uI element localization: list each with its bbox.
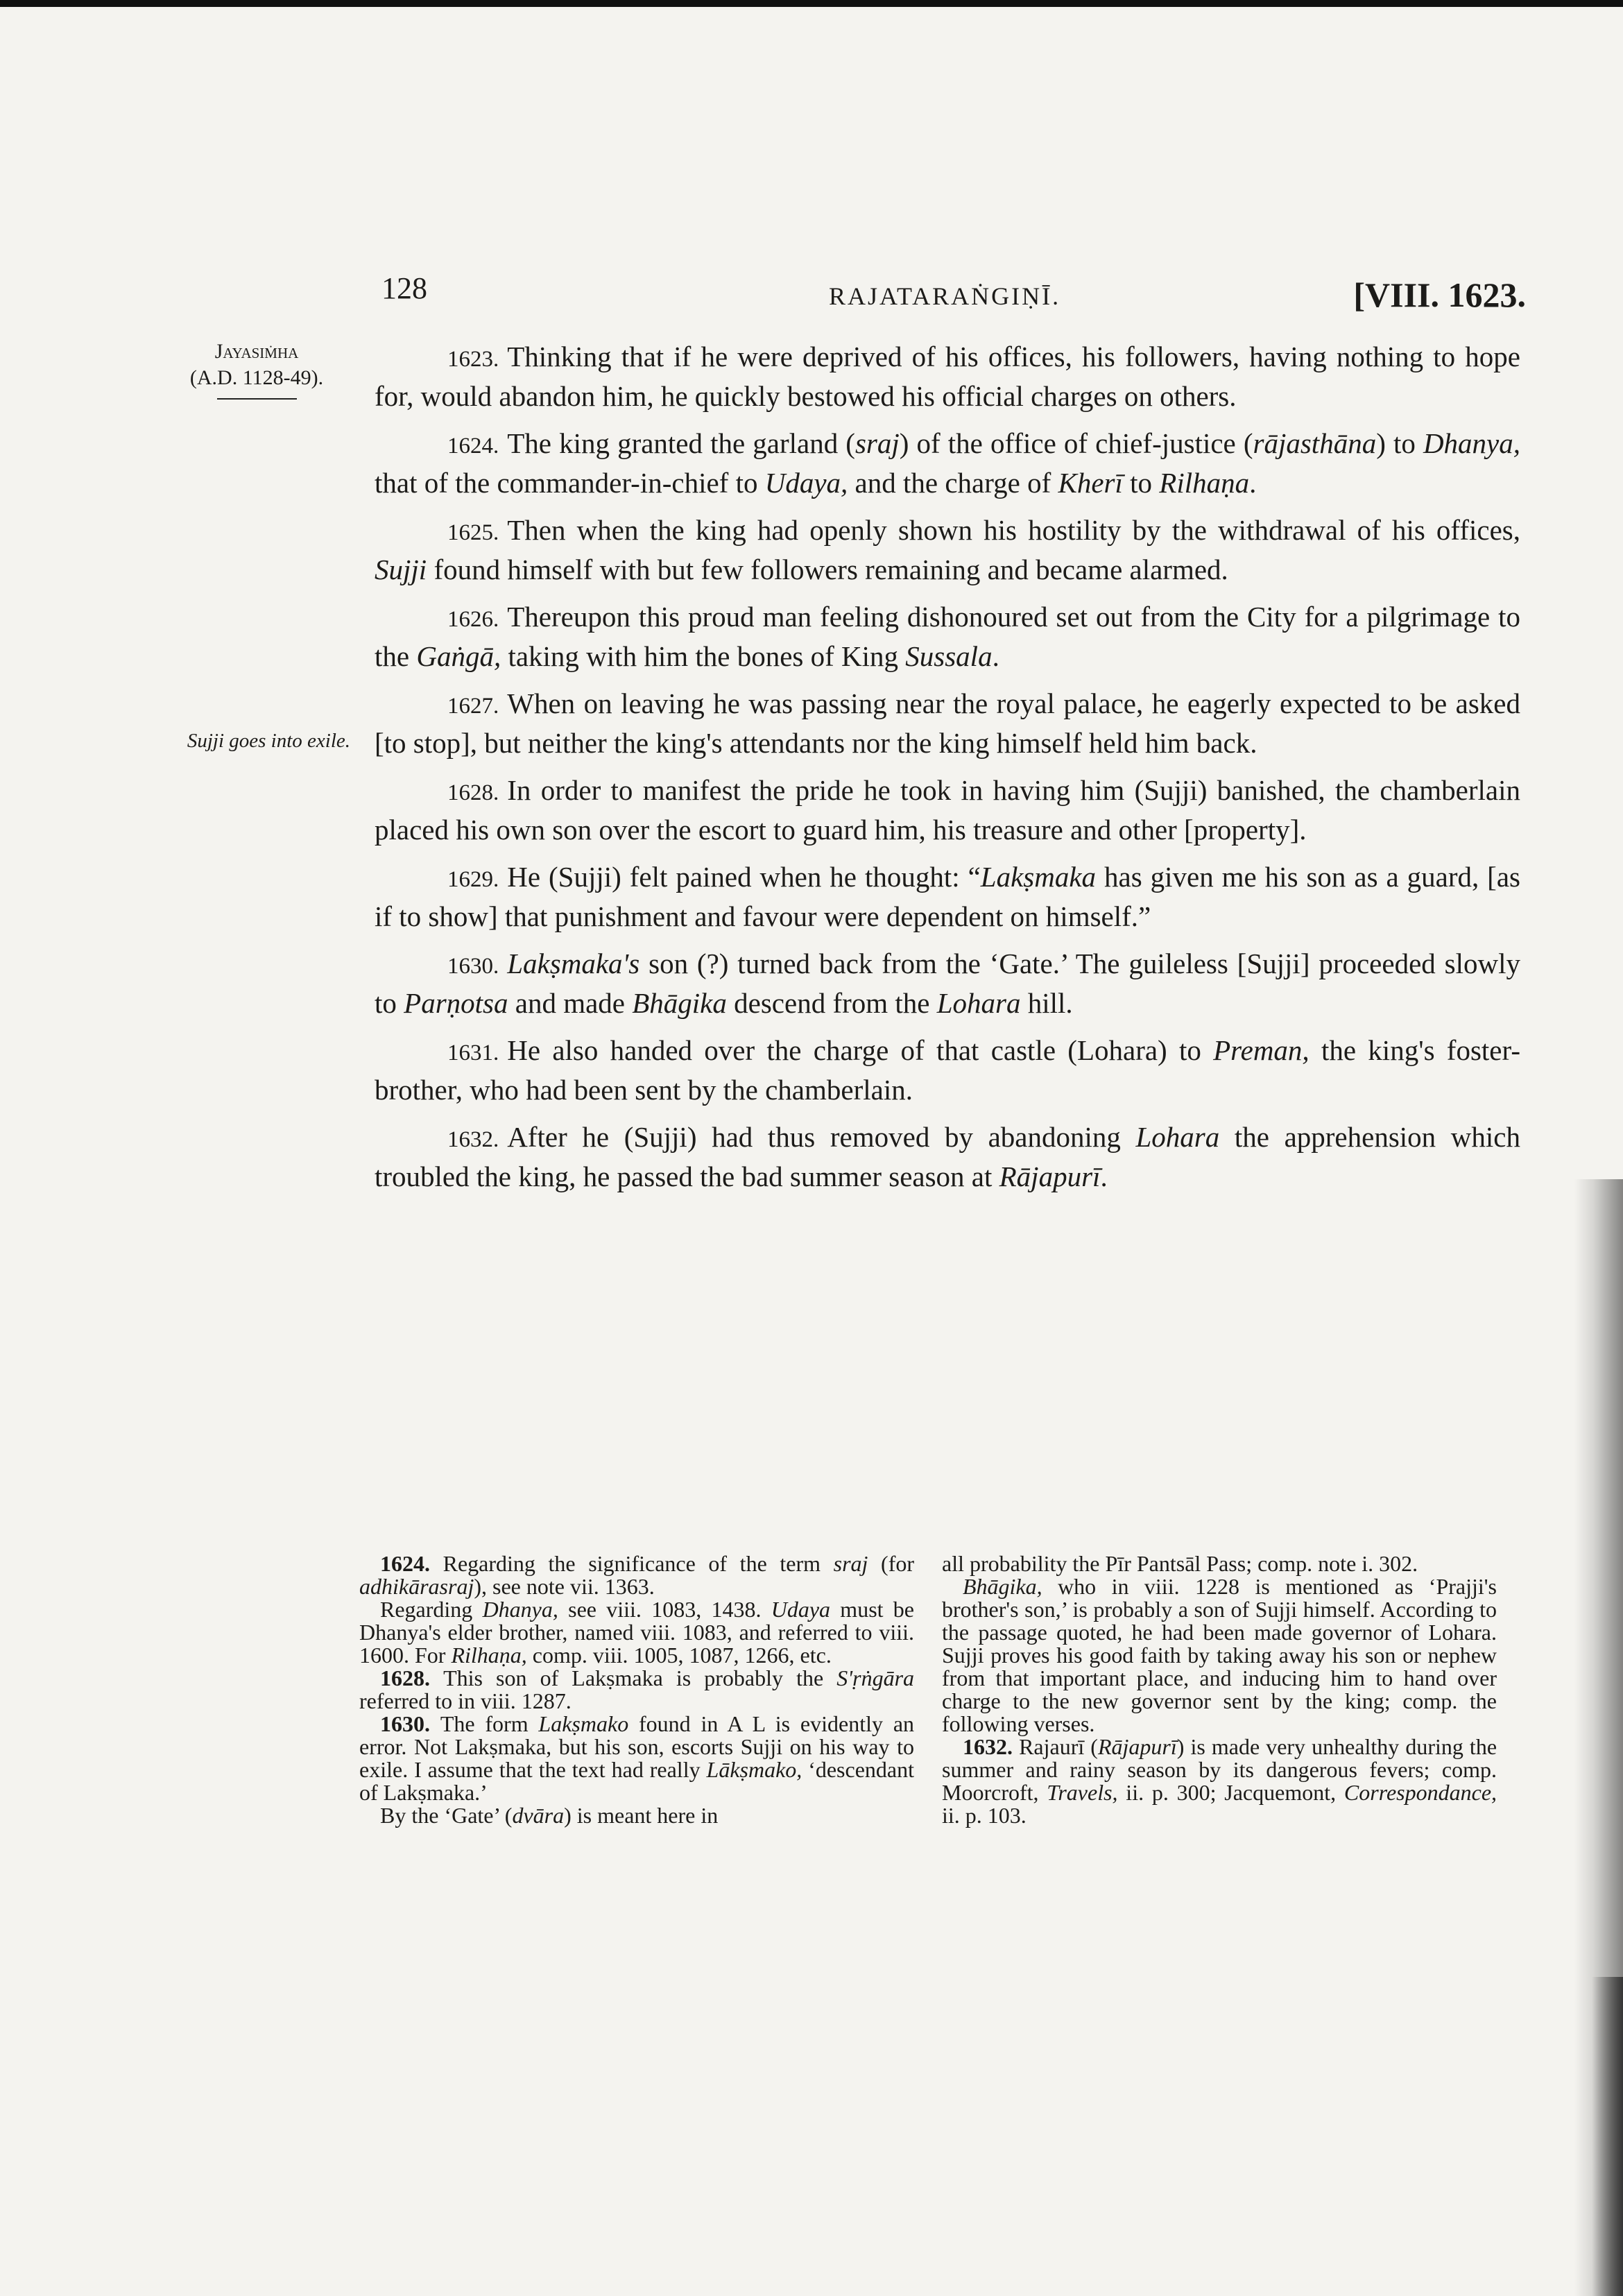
text-run: son (?) turned back from the ‘Gate.’ The guileless [Sujji] proceeded slowly to <box>375 948 1520 1019</box>
text-run: He also handed over the charge of that castle (Lohara) to <box>507 1034 1214 1066</box>
reign-rule <box>217 398 297 400</box>
verse-number: 1632. <box>447 1127 499 1152</box>
text-run: descend from the <box>726 987 937 1019</box>
footnote-paragraph <box>942 1575 1497 1736</box>
text-run: ) of the office of chief-justice ( <box>899 427 1253 459</box>
verse-number: 1630. <box>447 954 499 979</box>
italic-term: Rilhaṇa, <box>451 1643 527 1668</box>
footnote-verse-ref: 1630. <box>380 1711 440 1736</box>
text-run: must be Dhanya's elder brother, named viii. 1083, and referred to viii. 1600. For <box>359 1597 915 1668</box>
verse-1627 <box>375 685 1520 762</box>
text-run: Rajaurī ( <box>1019 1734 1098 1759</box>
scan-right-edge-dark <box>1592 1977 1623 2296</box>
italic-term: adhikārasraj <box>359 1574 474 1599</box>
italic-term: Sujji <box>375 554 427 585</box>
footnote-paragraph <box>359 1598 914 1667</box>
text-run: ii. p. 300; Jacquemont, <box>1117 1780 1344 1805</box>
text-run: found in A L is evidently an error. Not Lakṣmaka, but his son, escorts Sujji on his way to exile. I assume that the text had really <box>359 1711 915 1782</box>
verse-number: 1631. <box>447 1040 499 1065</box>
scan-top-edge <box>0 0 1623 7</box>
italic-term: Correspondance, <box>1343 1780 1497 1805</box>
page-number: 128 <box>381 271 427 305</box>
italic-term: Gaṅgā, <box>416 640 501 672</box>
text-run: He (Sujji) felt pained when he thought: “ <box>507 861 981 893</box>
text-run: who in viii. 1228 is mentioned as ‘Prajji's brother's son,’ is probably a son of Sujji himself. According to the passage quoted, he had been made governor of Lohara. Sujji proves his good faith by taking away his son or nephew from that important place, and inducing him to hand over charge to the new governor sent by the king; comp. the following verses. <box>942 1574 1497 1736</box>
italic-term: S'ṛṅgāra <box>836 1665 915 1690</box>
verse-1624 <box>375 425 1520 502</box>
text-run: ii. p. 103. <box>942 1803 1027 1828</box>
italic-term: Rilhaṇa <box>1159 467 1250 499</box>
footnote-verse-ref: 1624. <box>380 1551 443 1576</box>
reign-name: Jayasiṁha <box>214 340 299 363</box>
italic-term: Lakṣmaka <box>980 861 1097 893</box>
margin-reign-note <box>163 339 350 400</box>
italic-term: Dhanya, <box>482 1597 558 1622</box>
section-reference: [VIII. 1623. <box>1353 275 1526 314</box>
text-run: After he (Sujji) had thus removed by abandoning <box>507 1121 1136 1153</box>
verse-text <box>375 339 1520 1206</box>
footnote-column-left <box>359 1552 914 1827</box>
verse-1626 <box>375 599 1520 675</box>
text-run: . <box>992 640 999 672</box>
verse-number: 1628. <box>447 780 499 805</box>
footnote-paragraph <box>942 1736 1497 1827</box>
text-run: . <box>1100 1160 1108 1192</box>
text-run: This son of Lakṣmaka is probably the <box>443 1665 837 1690</box>
italic-term: Lohara <box>1135 1121 1220 1153</box>
italic-term: Parṇotsa <box>404 987 508 1019</box>
text-run: ‘descendant of Lakṣmaka.’ <box>359 1757 915 1805</box>
verse-number: 1624. <box>447 434 499 459</box>
text-run: ) is made very unhealthy during the summer and rainy season by its dangerous fevers; comp. Moorcroft, <box>942 1734 1497 1805</box>
verse-1632 <box>375 1119 1520 1195</box>
text-run: taking with him the bones of King <box>501 640 906 672</box>
footnote-paragraph <box>359 1713 914 1804</box>
running-title: RAJATARAṄGIṆĪ. <box>829 282 1061 310</box>
text-run: Thereupon this proud man feeling dishonoured set out from the City for a pilgrimage to the <box>375 601 1520 672</box>
italic-term: Bhāgika <box>632 987 727 1019</box>
italic-term: Lakṣmako <box>538 1711 629 1736</box>
verse-number: 1626. <box>447 607 499 632</box>
running-header <box>381 262 1526 318</box>
italic-term: Udaya, <box>764 467 848 499</box>
text-run: Thinking that if he were deprived of his offices, his followers, having nothing to hope for, would abandon him, he quickly bestowed his official charges on others. <box>375 341 1520 412</box>
text-run: hill. <box>1020 987 1073 1019</box>
verse-number: 1625. <box>447 520 499 545</box>
text-run: The form <box>440 1711 539 1736</box>
verse-number: 1629. <box>447 867 499 892</box>
text-run: . <box>1249 467 1257 499</box>
text-run: The king granted the garland ( <box>507 427 855 459</box>
text-run: found himself with but few followers remaining and became alarmed. <box>427 554 1228 585</box>
text-run: (for <box>868 1551 915 1576</box>
text-run: the apprehension which troubled the king, he passed the bad summer season at <box>375 1121 1520 1192</box>
footnote-paragraph <box>359 1804 914 1827</box>
italic-term: Dhanya, <box>1423 427 1520 459</box>
footnote-paragraph <box>359 1667 914 1713</box>
italic-term: rājasthāna <box>1253 427 1377 459</box>
reign-dates: (A.D. 1128-49). <box>189 366 324 389</box>
text-run: By the ‘Gate’ ( <box>380 1803 513 1828</box>
text-run: ) to <box>1376 427 1423 459</box>
italic-term: sraj <box>833 1551 868 1576</box>
italic-term: Rājapurī <box>999 1160 1101 1192</box>
italic-term: Preman, <box>1213 1034 1309 1066</box>
italic-term: Sussala <box>905 640 993 672</box>
text-run: ) is meant here in <box>564 1803 719 1828</box>
verse-number: 1623. <box>447 347 499 372</box>
text-run: see viii. 1083, 1438. <box>558 1597 771 1622</box>
italic-term: Udaya <box>771 1597 831 1622</box>
margin-note-exile: Sujji goes into exile. <box>187 730 350 752</box>
italic-term: Lākṣmako, <box>706 1757 802 1782</box>
text-run: referred to in viii. 1287. <box>359 1688 572 1713</box>
text-run: Regarding <box>380 1597 483 1622</box>
italic-term: Rājapurī <box>1097 1734 1177 1759</box>
footnote-verse-ref: 1632. <box>963 1734 1020 1759</box>
italic-term: Lohara <box>936 987 1021 1019</box>
verse-1623 <box>375 339 1520 415</box>
text-run: and made <box>508 987 633 1019</box>
italic-term: Bhāgika, <box>963 1574 1042 1599</box>
text-run: to <box>1122 467 1160 499</box>
footnote-verse-ref: 1628. <box>380 1665 444 1690</box>
italic-term: Kherī <box>1058 467 1123 499</box>
italic-term: Travels, <box>1047 1780 1118 1805</box>
verse-number: 1627. <box>447 694 499 719</box>
italic-term: dvāra <box>512 1803 565 1828</box>
verse-1625 <box>375 512 1520 588</box>
text-run: the king's foster-brother, who had been sent by the chamberlain. <box>375 1034 1520 1106</box>
verse-1630 <box>375 945 1520 1022</box>
text-run: Regarding the significance of the term <box>443 1551 834 1576</box>
italic-term: sraj <box>855 427 900 459</box>
footnote-column-right <box>942 1552 1497 1827</box>
text-run: and the charge of <box>848 467 1058 499</box>
text-run: all probability the Pīr Pantsāl Pass; comp. note i. 302. <box>942 1551 1418 1576</box>
verse-1629 <box>375 859 1520 935</box>
text-run: ), see note vii. 1363. <box>474 1574 655 1599</box>
verse-1628 <box>375 772 1520 848</box>
verse-1631 <box>375 1032 1520 1108</box>
footnote-paragraph <box>942 1552 1497 1575</box>
text-run: has given me his son as a guard, [as if to show] that punishment and favour were dependent on himself.” <box>375 861 1520 932</box>
text-run: When on leaving he was passing near the royal palace, he eagerly expected to be asked [to stop], but neither the king's attendants nor the king himself held him back. <box>375 687 1520 759</box>
footnote-paragraph <box>359 1552 914 1598</box>
text-run: that of the commander-in-chief to <box>375 467 765 499</box>
text-run: comp. viii. 1005, 1087, 1266, etc. <box>526 1643 832 1668</box>
text-run: In order to manifest the pride he took in having him (Sujji) banished, the chamberlain placed his own son over the escort to guard him, his treasure and other [property]. <box>375 774 1520 846</box>
italic-term: Lakṣmaka's <box>507 948 640 979</box>
text-run: Then when the king had openly shown his hostility by the withdrawal of his offices, <box>507 514 1520 546</box>
